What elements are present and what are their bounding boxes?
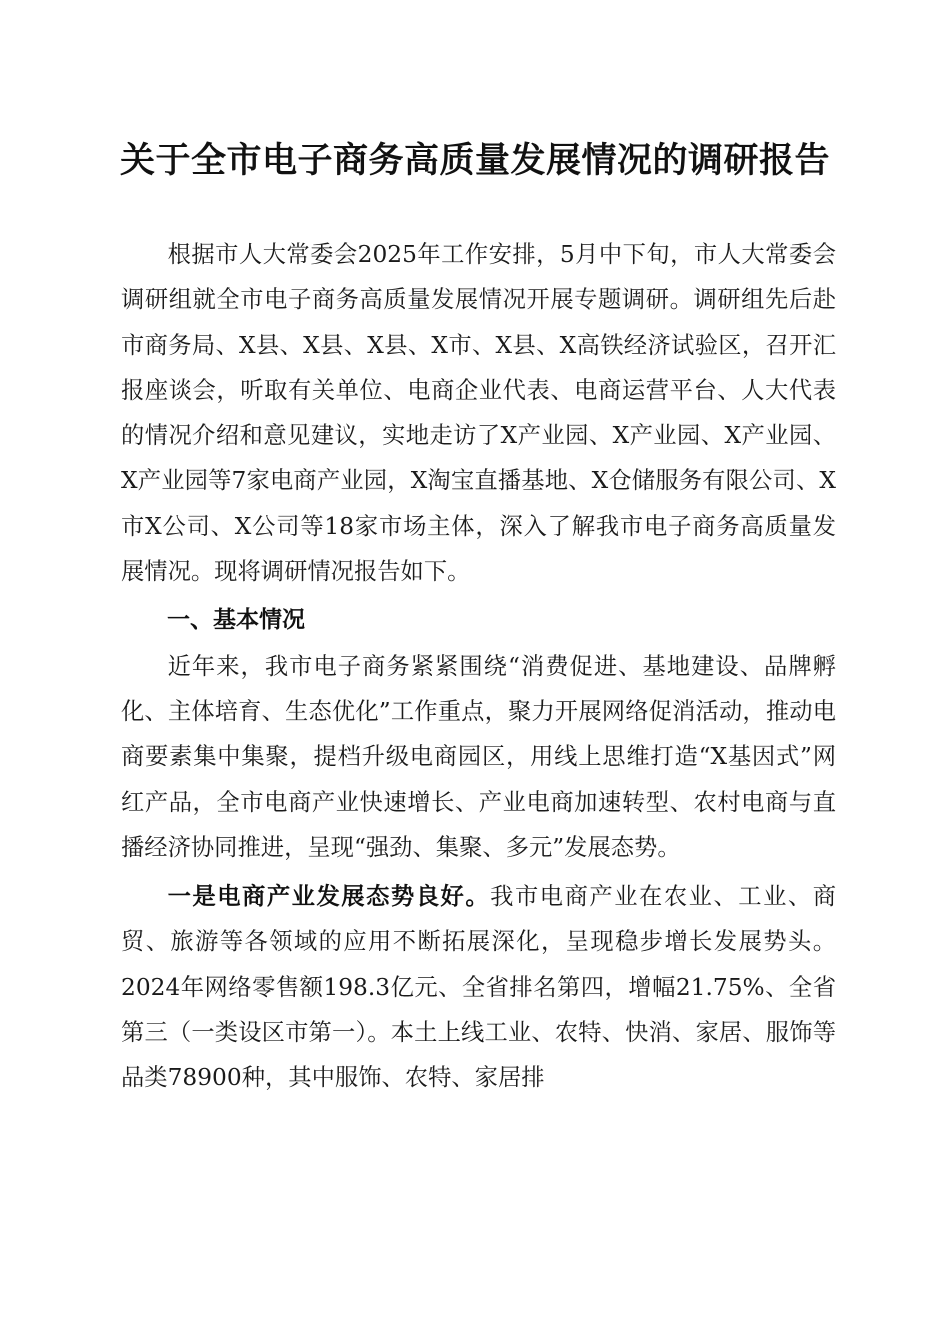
section-1-paragraph: 近年来，我市电子商务紧紧围绕“消费促进、基地建设、品牌孵化、主体培育、生态优化”工作重点，聚力开展网络促消活动，推动电商要素集中集聚，提档升级电商园区，用线上思维打造“X基因式”网红产品，全市电商产业快速增长、产业电商加速转型、农村电商与直播经济协同推进，呈现“强劲、集聚、多元”发展态势。 <box>121 652 836 861</box>
point-1-lead: 一是电商产业发展态势良好。 <box>167 883 491 911</box>
document-title: 关于全市电子商务高质量发展情况的调研报告 <box>119 140 830 181</box>
section-heading-basic-situation: 一、基本情况 <box>167 607 305 634</box>
document-body <box>121 232 836 1101</box>
point-1-paragraph <box>121 874 836 1100</box>
point-1-text: 我市电商产业在农业、工业、商贸、旅游等各领域的应用不断拓展深化，呈现稳步增长发展势头。2024年网络零售额198.3亿元、全省排名第四，增幅21.75%、全省第三（一类设区市第一）。本土上线工业、农特、快消、家居、服饰等品类78900种，其中服饰、农特、家居排 <box>121 883 837 1092</box>
intro-paragraph: 根据市人大常委会2025年工作安排，5月中下旬，市人大常委会调研组就全市电子商务高质量发展情况开展专题调研。调研组先后赴市商务局、X县、X县、X县、X市、X县、X高铁经济试验区，召开汇报座谈会，听取有关单位、电商企业代表、电商运营平台、人大代表的情况介绍和意见建议，实地走访了X产业园、X产业园、X产业园、X产业园等7家电商产业园，X淘宝直播基地、X仓储服务有限公司、X市X公司、X公司等18家市场主体，深入了解我市电子商务高质量发展情况。现将调研情况报告如下。 <box>121 241 836 586</box>
